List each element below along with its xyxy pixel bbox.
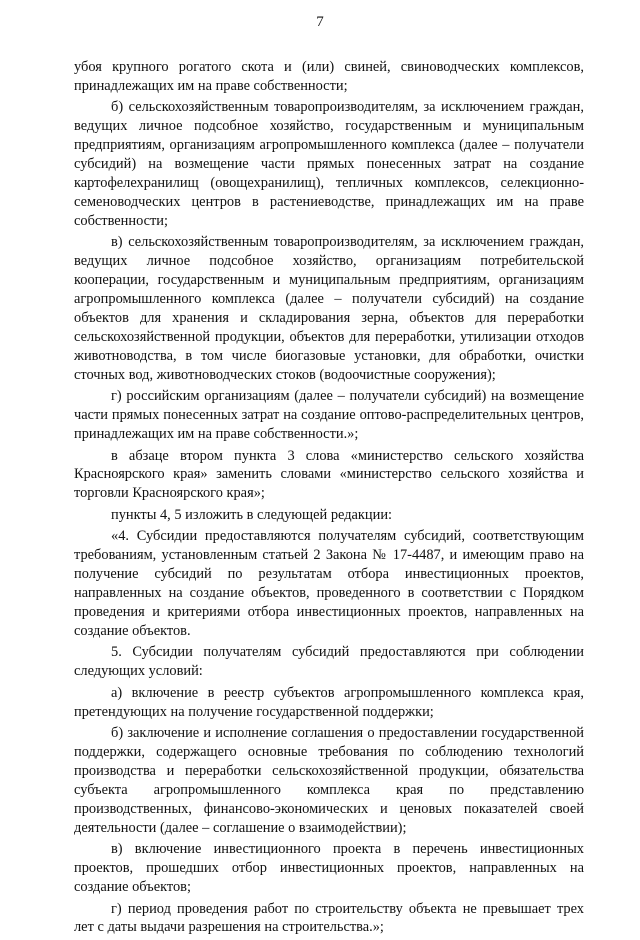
paragraph: в) включение инвестиционного проекта в перечень инвестиционных проектов, прошедших отбор инвестиционных проектов, направленных на создание объектов; [74,841,584,895]
paragraph: б) заключение и исполнение соглашения о предоставлении государственной поддержки, содержащего основные требования по соблюдению технологий производства и переработки сельскохозяйственной продукции, обязательства субъекта агропромышленного комплекса края по представлению производственных, финансово-экономических и ценовых показателей своей деятельности (далее – соглашение о взаимодействии); [74,725,584,836]
document-body [74,58,584,940]
paragraph: в) сельскохозяйственным товаропроизводителям, за исключением граждан, ведущих личное подсобное хозяйство, организациям потребительской кооперации, государственным и муниципальным предприятиям, организациям агропромышленного комплекса (далее – получатели субсидий) на создание объектов для хранения и складирования зерна, объектов для переработки сельскохозяйственной продукции, объектов для переработки, утилизации отходов животноводства, в том числе биогазовые установки, для обработки, очистки сточных вод, животноводческих стоков (водоочистные сооружения); [74,234,584,383]
paragraph: г) российским организациям (далее – получатели субсидий) на возмещение части прямых понесенных затрат на создание оптово-распределительных центров, принадлежащих им на праве собственности.»; [74,388,584,442]
paragraph: 5. Субсидии получателям субсидий предоставляются при соблюдении следующих условий: [74,644,584,680]
paragraph: а) включение в реестр субъектов агропромышленного комплекса края, претендующих на получение государственной поддержки; [74,684,584,720]
paragraph: г) период проведения работ по строительству объекта не превышает трех лет с даты выдачи разрешения на строительства.»; [74,900,584,936]
paragraph: убоя крупного рогатого скота и (или) свиней, свиноводческих комплексов, принадлежащих им на праве собственности; [74,59,584,94]
paragraph: б) сельскохозяйственным товаропроизводителям, за исключением граждан, ведущих личное подсобное хозяйство, государственным и муниципальным предприятиям, организациям агропромышленного комплекса (далее – получатели субсидий) на возмещение части прямых понесенных затрат на создание картофелехранилищ (овощехранилищ), тепличных комплексов, селекционно-семеноводческих центров в растениеводстве, принадлежащих им на праве собственности; [74,99,584,229]
paragraph: в абзаце втором пункта 3 слова «министерство сельского хозяйства Красноярского края» заменить словами «министерство сельского хозяйства и торговли Красноярского края»; [74,447,584,502]
page-number: 7 [316,14,324,30]
paragraph: пункты 4, 5 изложить в следующей редакции: [111,506,393,523]
paragraph: «4. Субсидии предоставляются получателям субсидий, соответствующим требованиям, установленным статьей 2 Закона № 17-4487, и имеющим право на получение субсидий по результатам отбора инвестиционных проектов, направленных на создание объектов, проведенного в соответствии с Порядком проведения и критериями отбора инвестиционных проектов, направленных на создание объектов. [74,528,584,639]
